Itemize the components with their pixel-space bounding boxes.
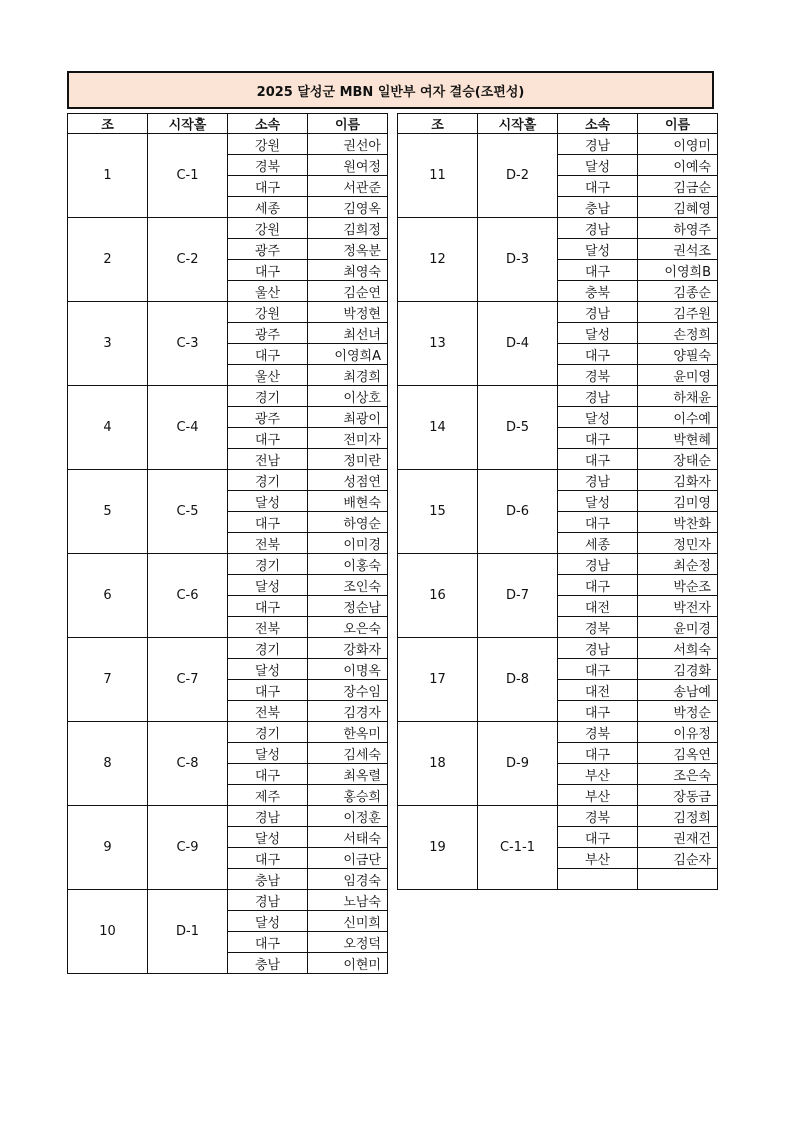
member-affiliation: 경기	[228, 386, 308, 407]
table-row	[68, 218, 388, 239]
member-name: 양필숙	[638, 344, 718, 365]
member-name: 김영옥	[308, 197, 388, 218]
header-group: 조	[68, 114, 148, 134]
member-name: 김경자	[308, 701, 388, 722]
member-affiliation: 달성	[228, 491, 308, 512]
member-name: 이영희A	[308, 344, 388, 365]
group-number: 18	[398, 722, 478, 806]
member-affiliation: 달성	[228, 911, 308, 932]
member-affiliation: 달성	[558, 239, 638, 260]
member-affiliation: 대전	[558, 596, 638, 617]
member-affiliation: 부산	[558, 785, 638, 806]
member-name: 박찬화	[638, 512, 718, 533]
member-affiliation: 부산	[558, 848, 638, 869]
member-name: 박순조	[638, 575, 718, 596]
group-number: 9	[68, 806, 148, 890]
start-hole: C-7	[148, 638, 228, 722]
member-name: 서희숙	[638, 638, 718, 659]
start-hole: C-1-1	[478, 806, 558, 890]
member-affiliation: 광주	[228, 239, 308, 260]
member-name: 윤미영	[638, 365, 718, 386]
member-affiliation: 전북	[228, 533, 308, 554]
member-name: 박전자	[638, 596, 718, 617]
table-row	[68, 302, 388, 323]
member-name: 임경숙	[308, 869, 388, 890]
member-name: 권재건	[638, 827, 718, 848]
start-hole: C-8	[148, 722, 228, 806]
group-number: 6	[68, 554, 148, 638]
start-hole: D-3	[478, 218, 558, 302]
member-affiliation: 경남	[558, 386, 638, 407]
member-affiliation: 대구	[228, 680, 308, 701]
member-affiliation: 세종	[228, 197, 308, 218]
member-affiliation: 대구	[228, 344, 308, 365]
member-affiliation: 대구	[228, 848, 308, 869]
header-start-hole: 시작홀	[148, 114, 228, 134]
member-affiliation: 경남	[228, 890, 308, 911]
member-name: 이영희B	[638, 260, 718, 281]
header-affiliation: 소속	[228, 114, 308, 134]
member-affiliation: 강원	[228, 134, 308, 155]
member-affiliation: 대구	[228, 428, 308, 449]
member-affiliation: 경남	[558, 134, 638, 155]
start-hole: D-2	[478, 134, 558, 218]
table-row	[398, 554, 718, 575]
member-name: 박현혜	[638, 428, 718, 449]
member-name: 이유정	[638, 722, 718, 743]
member-affiliation: 경남	[558, 218, 638, 239]
member-name: 이미경	[308, 533, 388, 554]
member-name: 권석조	[638, 239, 718, 260]
group-number: 10	[68, 890, 148, 974]
member-affiliation: 경북	[558, 722, 638, 743]
member-affiliation: 경남	[228, 806, 308, 827]
start-hole: C-6	[148, 554, 228, 638]
table-row	[398, 722, 718, 743]
member-name: 김희정	[308, 218, 388, 239]
member-name: 김세숙	[308, 743, 388, 764]
member-name: 이현미	[308, 953, 388, 974]
member-affiliation: 광주	[228, 407, 308, 428]
member-affiliation: 광주	[228, 323, 308, 344]
member-name: 이홍숙	[308, 554, 388, 575]
header-name: 이름	[638, 114, 718, 134]
member-name: 강화자	[308, 638, 388, 659]
member-name: 권선아	[308, 134, 388, 155]
table-row	[68, 890, 388, 911]
member-name: 최선녀	[308, 323, 388, 344]
member-affiliation: 세종	[558, 533, 638, 554]
member-name: 노남숙	[308, 890, 388, 911]
member-name: 오정덕	[308, 932, 388, 953]
member-name: 조은숙	[638, 764, 718, 785]
member-affiliation: 달성	[558, 155, 638, 176]
member-name: 이수예	[638, 407, 718, 428]
header-row	[68, 114, 388, 134]
member-name: 김경화	[638, 659, 718, 680]
member-affiliation: 대구	[558, 428, 638, 449]
member-name: 박정순	[638, 701, 718, 722]
member-affiliation: 강원	[228, 218, 308, 239]
member-name: 서태숙	[308, 827, 388, 848]
table-row	[398, 386, 718, 407]
member-name: 최경희	[308, 365, 388, 386]
table-row	[68, 806, 388, 827]
member-name: 김혜영	[638, 197, 718, 218]
table-row	[398, 134, 718, 155]
member-affiliation: 달성	[228, 743, 308, 764]
table-row	[398, 470, 718, 491]
member-affiliation: 대전	[558, 680, 638, 701]
member-affiliation: 달성	[558, 407, 638, 428]
table-row	[68, 638, 388, 659]
start-hole: D-8	[478, 638, 558, 722]
member-affiliation: 달성	[228, 827, 308, 848]
member-affiliation: 달성	[558, 323, 638, 344]
table-row	[398, 218, 718, 239]
member-name: 김금순	[638, 176, 718, 197]
member-name: 손정희	[638, 323, 718, 344]
member-name: 한옥미	[308, 722, 388, 743]
member-name: 이정훈	[308, 806, 388, 827]
table-row	[68, 470, 388, 491]
group-number: 16	[398, 554, 478, 638]
member-name: 김정희	[638, 806, 718, 827]
start-hole: C-9	[148, 806, 228, 890]
member-affiliation: 경남	[558, 554, 638, 575]
table-row	[68, 134, 388, 155]
member-name: 최광이	[308, 407, 388, 428]
member-affiliation: 달성	[558, 491, 638, 512]
member-name: 이영미	[638, 134, 718, 155]
group-number: 4	[68, 386, 148, 470]
member-affiliation: 대구	[558, 701, 638, 722]
member-name: 장수임	[308, 680, 388, 701]
member-affiliation: 대구	[228, 260, 308, 281]
start-hole: C-5	[148, 470, 228, 554]
member-name: 하채윤	[638, 386, 718, 407]
member-name: 김화자	[638, 470, 718, 491]
start-hole: C-1	[148, 134, 228, 218]
member-affiliation: 대구	[558, 449, 638, 470]
member-name: 하영주	[638, 218, 718, 239]
member-name: 김종순	[638, 281, 718, 302]
member-name: 이금단	[308, 848, 388, 869]
group-number: 8	[68, 722, 148, 806]
start-hole: D-6	[478, 470, 558, 554]
start-hole: D-7	[478, 554, 558, 638]
table-row	[68, 386, 388, 407]
member-name: 원여정	[308, 155, 388, 176]
page-title: 2025 달성군 MBN 일반부 여자 결승(조편성)	[67, 71, 714, 109]
member-affiliation: 경남	[558, 470, 638, 491]
group-number: 12	[398, 218, 478, 302]
member-affiliation: 대구	[558, 176, 638, 197]
group-table-right	[397, 113, 718, 890]
group-number: 15	[398, 470, 478, 554]
member-name: 김주원	[638, 302, 718, 323]
member-affiliation: 충남	[558, 197, 638, 218]
member-affiliation: 대구	[228, 176, 308, 197]
member-affiliation: 강원	[228, 302, 308, 323]
table-row	[398, 806, 718, 827]
member-affiliation: 대구	[228, 596, 308, 617]
group-number: 5	[68, 470, 148, 554]
member-name: 장동금	[638, 785, 718, 806]
member-affiliation: 달성	[228, 659, 308, 680]
group-table-left	[67, 113, 388, 974]
member-affiliation: 대구	[558, 659, 638, 680]
start-hole: D-9	[478, 722, 558, 806]
member-name: 전미자	[308, 428, 388, 449]
group-number: 19	[398, 806, 478, 890]
member-name: 정미란	[308, 449, 388, 470]
member-affiliation: 전북	[228, 701, 308, 722]
member-affiliation: 달성	[228, 575, 308, 596]
member-affiliation: 전북	[228, 617, 308, 638]
member-name: 조인숙	[308, 575, 388, 596]
header-affiliation: 소속	[558, 114, 638, 134]
member-affiliation: 경기	[228, 722, 308, 743]
start-hole: D-1	[148, 890, 228, 974]
member-name: 서관준	[308, 176, 388, 197]
member-affiliation: 경북	[228, 155, 308, 176]
member-affiliation: 대구	[558, 344, 638, 365]
member-name: 장태순	[638, 449, 718, 470]
member-name: 최영숙	[308, 260, 388, 281]
start-hole: C-4	[148, 386, 228, 470]
member-affiliation: 충북	[558, 281, 638, 302]
member-name: 김옥연	[638, 743, 718, 764]
member-name: 정순남	[308, 596, 388, 617]
member-name: 김순연	[308, 281, 388, 302]
group-number: 17	[398, 638, 478, 722]
member-affiliation: 제주	[228, 785, 308, 806]
member-name: 하영순	[308, 512, 388, 533]
header-group: 조	[398, 114, 478, 134]
member-name: 정민자	[638, 533, 718, 554]
member-affiliation: 경기	[228, 470, 308, 491]
table-row	[398, 302, 718, 323]
member-affiliation: 대구	[558, 512, 638, 533]
member-name: 윤미경	[638, 617, 718, 638]
member-affiliation: 경남	[558, 302, 638, 323]
member-name: 오은숙	[308, 617, 388, 638]
member-affiliation: 경기	[228, 554, 308, 575]
member-affiliation: 대구	[558, 575, 638, 596]
member-affiliation: 충남	[228, 869, 308, 890]
member-affiliation: 대구	[228, 932, 308, 953]
header-name: 이름	[308, 114, 388, 134]
member-name: 송남예	[638, 680, 718, 701]
member-affiliation: 대구	[228, 512, 308, 533]
member-name: 이예숙	[638, 155, 718, 176]
member-name: 홍승희	[308, 785, 388, 806]
group-number: 3	[68, 302, 148, 386]
header-start-hole: 시작홀	[478, 114, 558, 134]
group-number: 7	[68, 638, 148, 722]
member-affiliation: 대구	[228, 764, 308, 785]
group-number: 11	[398, 134, 478, 218]
member-name: 정옥분	[308, 239, 388, 260]
member-name: 이상호	[308, 386, 388, 407]
start-hole: D-5	[478, 386, 558, 470]
member-name: 성점연	[308, 470, 388, 491]
group-number: 2	[68, 218, 148, 302]
header-row	[398, 114, 718, 134]
group-number: 13	[398, 302, 478, 386]
table-row	[68, 722, 388, 743]
member-affiliation: 전남	[228, 449, 308, 470]
member-affiliation: 경북	[558, 617, 638, 638]
member-name: 신미희	[308, 911, 388, 932]
member-name: 이명옥	[308, 659, 388, 680]
member-name: 김순자	[638, 848, 718, 869]
member-affiliation: 충남	[228, 953, 308, 974]
group-number: 1	[68, 134, 148, 218]
member-name: 최순정	[638, 554, 718, 575]
member-name: 최옥렬	[308, 764, 388, 785]
member-name: 배현숙	[308, 491, 388, 512]
member-affiliation: 경남	[558, 638, 638, 659]
member-affiliation: 대구	[558, 827, 638, 848]
member-affiliation: 울산	[228, 365, 308, 386]
table-row	[68, 554, 388, 575]
member-affiliation: 경북	[558, 806, 638, 827]
member-name	[638, 869, 718, 890]
member-affiliation: 경기	[228, 638, 308, 659]
group-number: 14	[398, 386, 478, 470]
start-hole: C-2	[148, 218, 228, 302]
member-affiliation: 대구	[558, 743, 638, 764]
member-name: 김미영	[638, 491, 718, 512]
start-hole: C-3	[148, 302, 228, 386]
member-affiliation: 울산	[228, 281, 308, 302]
member-name: 박정현	[308, 302, 388, 323]
member-affiliation: 대구	[558, 260, 638, 281]
table-row	[398, 638, 718, 659]
start-hole: D-4	[478, 302, 558, 386]
member-affiliation: 경북	[558, 365, 638, 386]
member-affiliation	[558, 869, 638, 890]
member-affiliation: 부산	[558, 764, 638, 785]
